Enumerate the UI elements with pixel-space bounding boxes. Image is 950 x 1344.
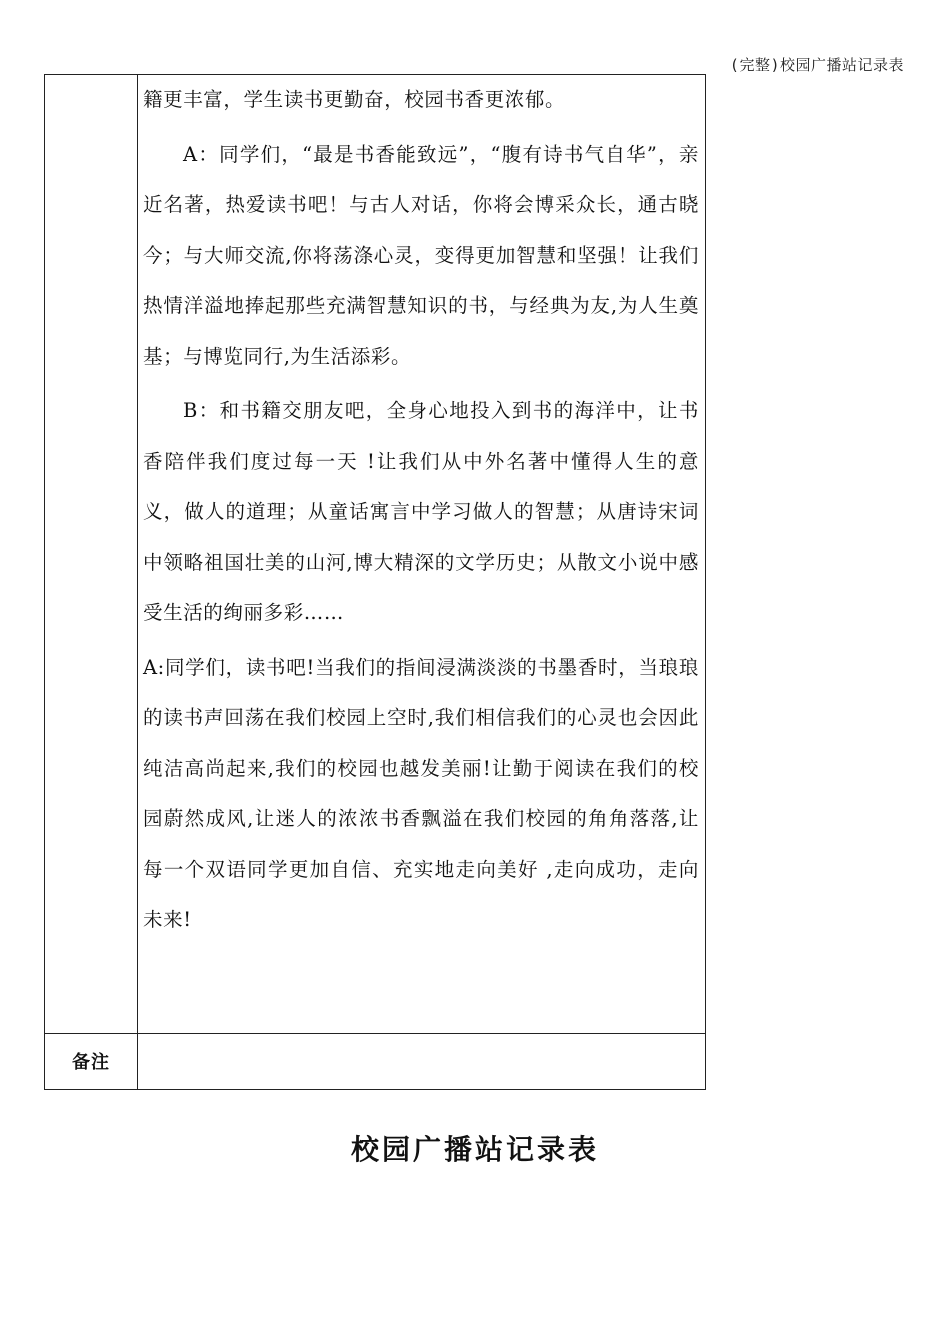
content-paragraph-a: A：同学们，“最是书香能致远”，“腹有诗书气自华”，亲近名著，热爱读书吧！与古人对话，你将会博采众长，通古晓今；与大师交流,你将荡涤心灵，变得更加智慧和坚强！让我们热情洋溢地捧起那些充满智慧知识的书，与经典为友,为人生奠基；与博览同行,为生活添彩。 (143, 142, 699, 368)
content-paragraph-continuation: 籍更丰富，学生读书更勤奋，校园书香更浓郁。 (143, 88, 566, 111)
content-paragraph-a-closing: A:同学们，读书吧!当我们的指间浸满淡淡的书墨香时，当琅琅的读书声回荡在我们校园上空时,我们相信我们的心灵也会因此纯洁高尚起来,我们的校园也越发美丽!让勤于阅读在我们的校园蔚然成风,让迷人的浓浓书香飘溢在我们校园的角角落落,让每一个双语同学更加自信、充实地走向美好 ,走向成功，走向未来! (143, 655, 699, 931)
remark-label: 备注 (72, 1052, 110, 1073)
record-table (44, 74, 706, 1090)
remark-value (139, 1033, 705, 1089)
form-title: 校园广播站记录表 (350, 1133, 599, 1166)
content-paragraph-b: B：和书籍交朋友吧，全身心地投入到书的海洋中，让书香陪伴我们度过每一天 !让我们从中外名著中懂得人生的意义，做人的道理；从童话寓言中学习做人的智慧；从唐诗宋词中领略祖国壮美的山河,博大精深的文学历史；从散文小说中感受生活的绚丽多彩…… (143, 399, 699, 624)
column-divider (137, 75, 138, 1089)
document-header: (完整)校园广播站记录表 (729, 56, 904, 74)
content-cell (143, 75, 699, 1033)
